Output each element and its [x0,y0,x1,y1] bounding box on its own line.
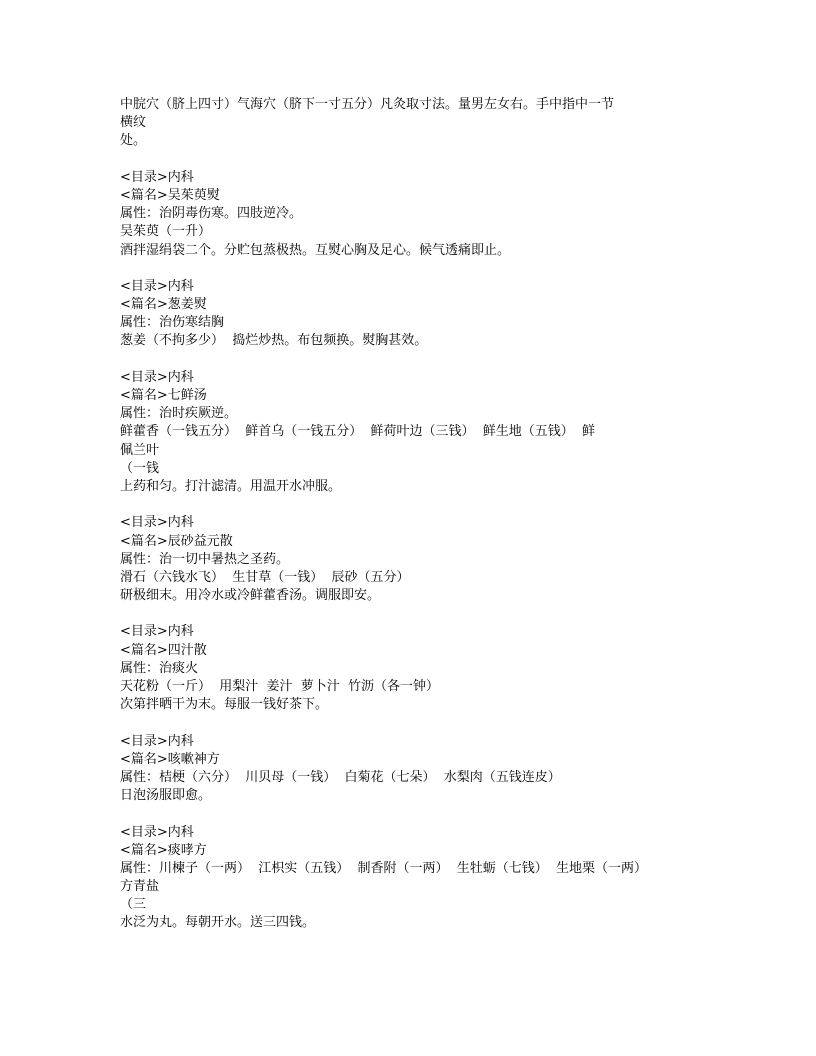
entry-line: 葱姜（不拘多少） 捣烂炒热。布包频换。熨胸甚效。 [120,333,428,349]
intro-line: 处。 [120,133,147,149]
entry-line: 属性：治阴毒伤寒。四肢逆冷。 [120,206,303,222]
intro-block [120,96,720,151]
intro-line: 中脘穴（脐上四寸）气海穴（脐下一寸五分）凡灸取寸法。量男左女右。手中指中一节 [120,97,615,112]
entry-line: 酒拌湿绢袋二个。分贮包蒸极热。互熨心胸及足心。候气透痛即止。 [120,242,511,258]
entry-title: <篇名>葱姜熨 [120,297,207,313]
entry-line: 属性：治痰火 [120,660,199,676]
entry-line: 研极细末。用冷水或冷鲜藿香汤。调服即安。 [120,588,381,604]
entry-line: 水泛为丸。每朝开水。送三四钱。 [120,915,316,931]
entry-line: 属性：治一切中暑热之圣药。 [120,551,290,567]
entry-line: 吴茱萸（一升） [120,224,212,240]
entry-catalog: <目录>内科 [120,733,194,749]
entry-line: 属性：川楝子（一两） 江枳实（五钱） 制香附（一两） 生牡蛎（七钱） 生地栗（一两） [120,860,648,876]
entry-title: <篇名>辰砂益元散 [120,533,233,549]
entry-catalog: <目录>内科 [120,169,194,185]
entry [120,733,720,806]
entry-line: 属性：治伤寒结胸 [120,315,225,331]
entry-title: <篇名>吴茱萸熨 [120,187,220,203]
entry-line: 次第拌晒干为末。每服一钱好茶下。 [120,697,329,713]
entry-line: （三 [120,897,147,913]
document-page [120,96,720,933]
entry [120,623,720,714]
entry [120,169,720,260]
entry [120,824,720,933]
entry-catalog: <目录>内科 [120,515,194,531]
entry-title: <篇名>七鲜汤 [120,388,207,403]
entry-line: 日泡汤服即愈。 [120,788,212,804]
entry-line: 上药和匀。打汁滤清。用温开水冲服。 [120,478,342,494]
entry-title: <篇名>咳嗽神方 [120,751,220,767]
intro-line: 横纹 [120,115,147,131]
entry-line: 方青盐 [120,879,160,895]
entry-line: 佩兰叶 [120,442,160,458]
entry-line: 鲜藿香（一钱五分） 鲜首乌（一钱五分） 鲜荷叶边（三钱） 鲜生地（五钱） 鲜 [120,424,596,440]
entry-catalog: <目录>内科 [120,369,194,385]
entry-title: <篇名>痰哮方 [120,842,207,858]
entry-title: <篇名>四汁散 [120,642,207,658]
entry-catalog: <目录>内科 [120,624,194,640]
entry [120,278,720,351]
entry-line: 属性：治时疾厥逆。 [120,406,238,422]
entry-line: 属性：桔梗（六分） 川贝母（一钱） 白菊花（七朵） 水梨肉（五钱连皮） [120,769,561,785]
entry [120,369,720,496]
entry-line: 滑石（六钱水飞） 生甘草（一钱） 辰砂（五分） [120,569,410,585]
entry [120,514,720,605]
entry-line: （一钱 [120,460,160,476]
entry-line: 天花粉（一斤） 用梨汁 姜汁 萝卜汁 竹沥（各一钟） [120,679,440,694]
entry-catalog: <目录>内科 [120,278,194,294]
entry-catalog: <目录>内科 [120,824,194,840]
